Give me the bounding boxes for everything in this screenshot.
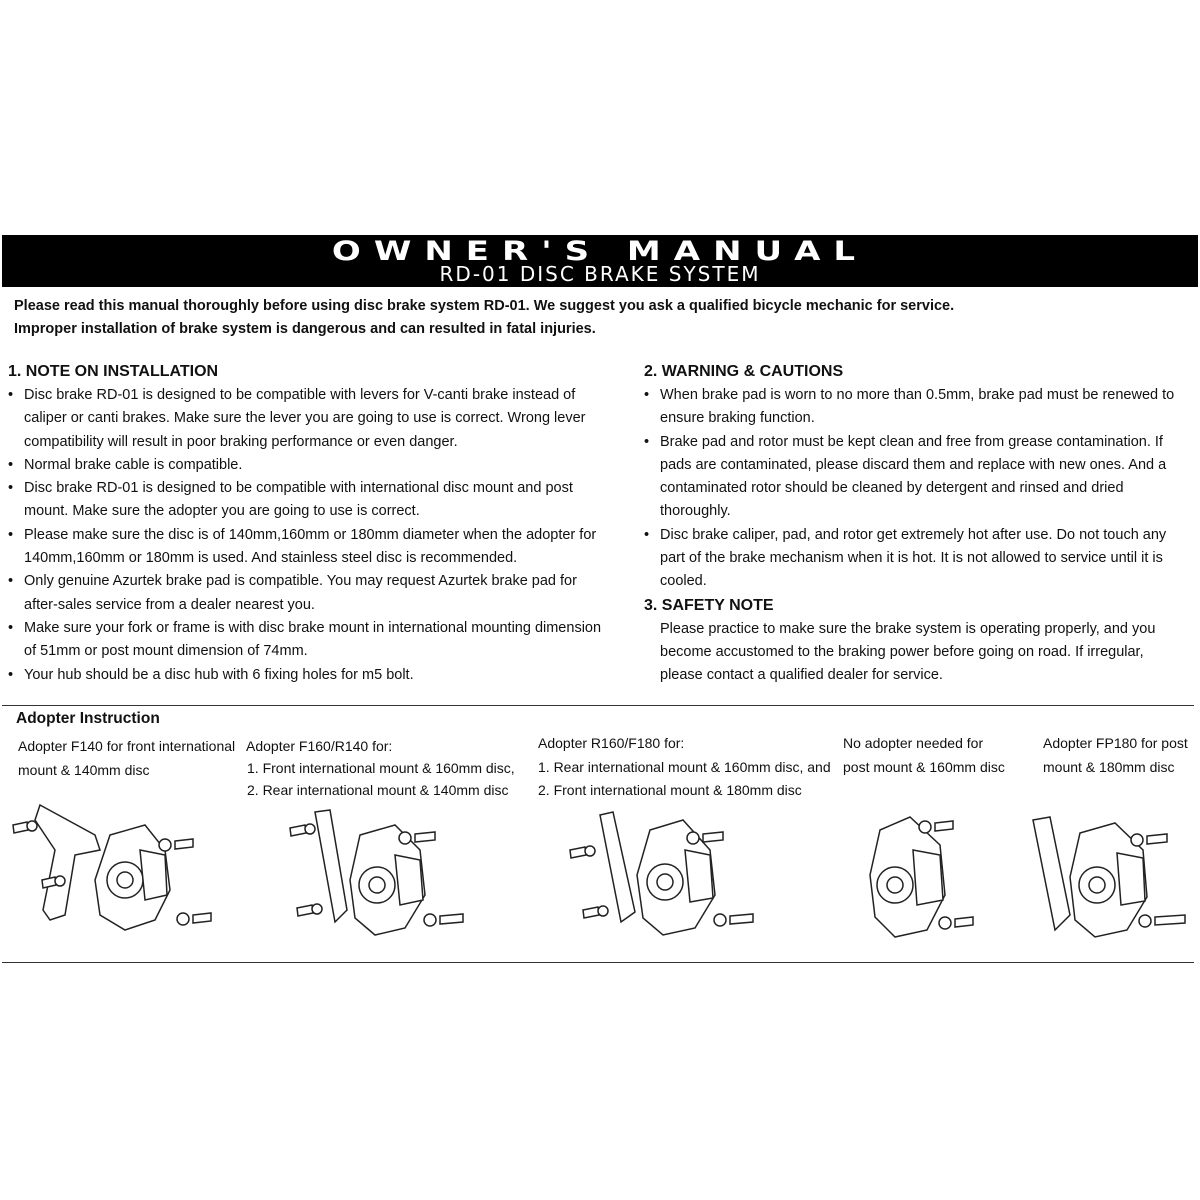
adopter-r160-f180-item-1: 1. Rear international mount & 160mm disc, and: [538, 758, 831, 775]
header-banner: [2, 235, 1198, 287]
adopter-f140-line-2: mount & 140mm disc: [18, 761, 150, 778]
adopter-f160-r140-line-1: Adopter F160/R140 for:: [246, 738, 393, 754]
caliper-post-mount-diagram: [855, 805, 980, 945]
adopter-f140: [18, 735, 235, 782]
warning-list: [644, 384, 1184, 594]
adopter-f140-line-1: Adopter F140 for front international: [18, 738, 236, 754]
adopter-f160-r140: [246, 735, 515, 801]
installation-item: • Please make sure the disc is of 140mm,160mm or 180mm diameter when the adopter for 140mm,160mm or 180mm is used. And stainless steel disc is recommended.: [8, 524, 608, 571]
adopter-f160-r140-item-2: 2. Rear international mount & 140mm disc: [247, 782, 509, 798]
adopter-heading: Adopter Instruction: [16, 710, 160, 727]
adopter-r160-f180-item-2: 2. Front international mount & 180mm disc: [538, 782, 802, 798]
installation-item: • Only genuine Azurtek brake pad is compatible. You may request Azurtek brake pad for after-sales service from a dealer nearest you.: [8, 570, 608, 617]
adopter-none-line-1: No adopter needed for: [843, 735, 984, 751]
intro-line-1: Please read this manual thoroughly before using disc brake system RD-01. We suggest you ask a qualified bicycle mechanic for service.: [14, 298, 955, 314]
manual-title: OWNER'S MANUAL: [331, 236, 869, 268]
section-divider-top: [2, 705, 1194, 706]
warning-heading: 2. WARNING & CAUTIONS: [644, 363, 844, 380]
installation-heading: 1. NOTE ON INSTALLATION: [8, 363, 219, 380]
installation-item: • Make sure your fork or frame is with disc brake mount in international mounting dimension of 51mm or post mount dimension of 74mm.: [8, 617, 608, 664]
installation-list: [8, 384, 608, 687]
safety-heading: 3. SAFETY NOTE: [644, 596, 774, 614]
caliper-f160-r140-diagram: [285, 800, 485, 945]
intro-text: [14, 295, 1194, 341]
installation-section: [8, 360, 608, 687]
installation-item: • Your hub should be a disc hub with 6 fixing holes for m5 bolt.: [8, 664, 608, 687]
adopter-none: [843, 732, 1005, 779]
installation-item: • Disc brake RD-01 is designed to be compatible with international disc mount and post mount. Make sure the adopter you are going to use is correct.: [8, 477, 608, 524]
warning-section: [644, 360, 1184, 688]
safety-text: Please practice to make sure the brake system is operating properly, and you become accustomed to the braking power before going on road. If irregular, please contact a qualified dealer for service.: [660, 620, 1156, 684]
manual-subtitle: RD-01 DISC BRAKE SYSTEM: [439, 262, 761, 286]
installation-item: • Normal brake cable is compatible.: [8, 454, 608, 477]
adopter-none-line-2: post mount & 160mm disc: [843, 758, 1005, 775]
adopter-r160-f180: [538, 732, 831, 803]
warning-item: • Disc brake caliper, pad, and rotor get extremely hot after use. Do not touch any part of the brake mechanism when it is hot. It is not allowed to service until it is cooled.: [644, 524, 1184, 594]
caliper-r160-f180-diagram: [565, 800, 765, 945]
adopter-fp180-line-1: Adopter FP180 for post: [1043, 735, 1188, 751]
warning-item: • Brake pad and rotor must be kept clean and free from grease contamination. If pads are contaminated, please discard them and replace with new ones. And a contaminated rotor should be cleaned by detergent and rinsed and dried thoroughly.: [644, 431, 1184, 524]
section-divider-bottom: [2, 962, 1194, 963]
caliper-f140-diagram: [5, 795, 220, 940]
adopter-r160-f180-line-1: Adopter R160/F180 for:: [538, 735, 685, 751]
caliper-fp180-diagram: [1025, 805, 1195, 945]
adopter-fp180: [1043, 732, 1188, 779]
adopter-f160-r140-item-1: 1. Front international mount & 160mm disc,: [247, 760, 515, 776]
warning-item: • When brake pad is worn to no more than 0.5mm, brake pad must be renewed to ensure braking function.: [644, 384, 1184, 431]
intro-line-2: Improper installation of brake system is dangerous and can resulted in fatal injuries.: [14, 321, 596, 337]
adopter-fp180-line-2: mount & 180mm disc: [1043, 758, 1175, 775]
installation-item: • Disc brake RD-01 is designed to be compatible with levers for V-canti brake instead of caliper or canti brakes. Make sure the lever you are going to use is correct. Wrong lever compatibility will result in poor braking performance or even danger.: [8, 384, 608, 454]
